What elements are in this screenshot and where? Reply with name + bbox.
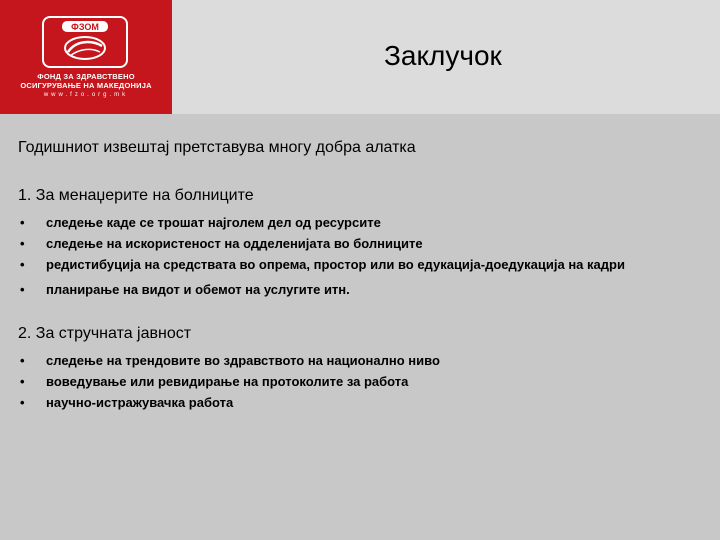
list-item: [18, 212, 698, 233]
bullet-icon: •: [20, 353, 25, 368]
bullet-icon: •: [20, 215, 25, 230]
logo-text-line2: ОСИГУРУВАЊЕ НА МАКЕДОНИЈА: [20, 81, 152, 90]
bullet-icon: •: [20, 282, 25, 297]
list-item-text: редистибуција на средствата во опрема, простор или во едукација-доедукација на кадри: [46, 257, 625, 272]
bullet-icon: •: [20, 395, 25, 410]
section-professionals: [18, 324, 698, 413]
bullet-icon: •: [20, 257, 25, 272]
bullet-list: [18, 350, 698, 413]
list-item: [18, 350, 698, 371]
fzom-logo: [42, 16, 128, 68]
list-item-text: следење на искористеност на одделенијата во болниците: [46, 236, 423, 251]
bullet-list: [18, 212, 698, 300]
slide-title: Заклучок: [384, 40, 502, 71]
list-item-text: воведување или ревидирање на протоколите за работа: [46, 374, 409, 389]
section-heading: 1. За менаџерите на болниците: [18, 187, 254, 204]
logo-text-line1: ФОНД ЗА ЗДРАВСТВЕНО: [37, 72, 135, 81]
section-heading: 2. За стручната јавност: [18, 325, 192, 342]
list-item: [18, 392, 698, 413]
list-item: [18, 233, 698, 254]
list-item: [18, 279, 698, 300]
list-item-text: планирање на видот и обемот на услугите итн.: [46, 282, 350, 297]
logo-emblem-icon: [46, 20, 124, 64]
bullet-icon: •: [20, 374, 25, 389]
slide-content: [18, 138, 698, 437]
list-item-text: следење каде се трошат најголем дел од ресурсите: [46, 215, 381, 230]
intro-text: Годишниот извештај претставува многу добра алатка: [18, 139, 416, 156]
logo-wordmark: ФЗОМ: [71, 22, 99, 32]
list-item: [18, 254, 698, 275]
list-item-text: следење на трендовите во здравството на национално ниво: [46, 353, 440, 368]
bullet-icon: •: [20, 236, 25, 251]
slide-header: [0, 0, 720, 114]
list-item: [18, 371, 698, 392]
logo-panel: [0, 0, 172, 114]
list-item-text: научно-истражувачка работа: [46, 395, 234, 410]
section-managers: [18, 186, 698, 300]
logo-url: www.fzo.org.mk: [43, 92, 129, 98]
